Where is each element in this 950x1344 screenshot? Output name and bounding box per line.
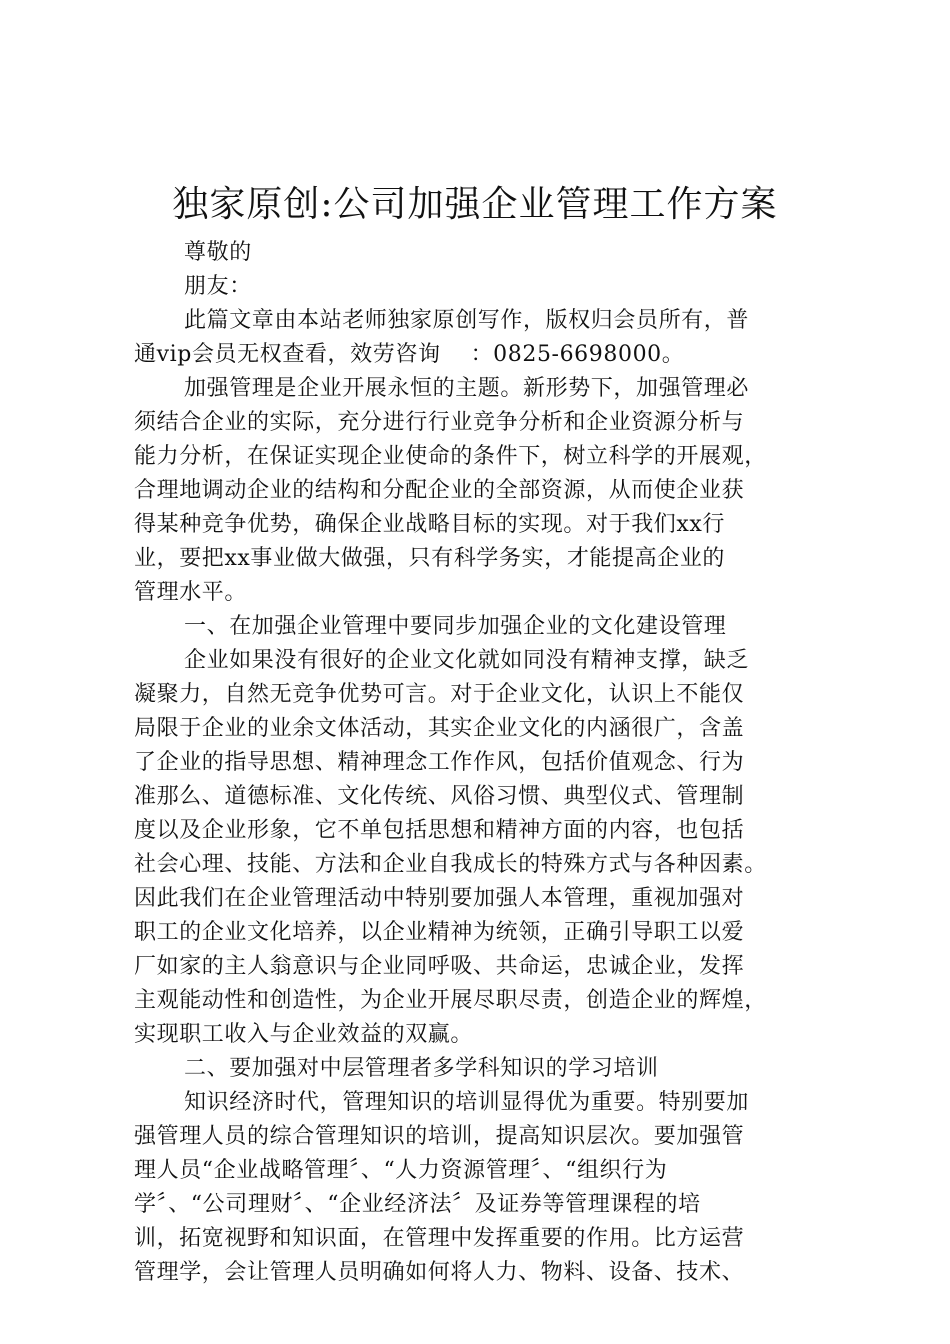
notice-text: 通vip会员无权查看，效劳咨询 xyxy=(134,342,441,367)
paragraph-line: 加强管理是企业开展永恒的主题。新形势下，加强管理必 xyxy=(184,376,750,401)
paragraph-line: 社会心理、技能、方法和企业自我成长的特殊方式与各种因素。 xyxy=(134,852,767,877)
paragraph-line: 训，拓宽视野和知识面，在管理中发挥重要的作用。比方运营 xyxy=(134,1226,745,1251)
paragraph-line: 须结合企业的实际，充分进行行业竞争分析和企业资源分析与 xyxy=(134,410,745,435)
paragraph-line: 能力分析，在保证实现企业使命的条件下，树立科学的开展观， xyxy=(134,444,767,469)
document-body xyxy=(134,236,824,1290)
paragraph-line: 学〞、“公司理财〞、“企业经济法〞及证券等管理课程的培 xyxy=(134,1192,701,1217)
paragraph-line: 凝聚力，自然无竞争优势可言。对于企业文化，认识上不能仅 xyxy=(134,682,745,707)
notice-line: 此篇文章由本站老师独家原创写作，版权归会员所有，普 xyxy=(184,308,750,333)
paragraph-line: 理人员“企业战略管理〞、“人力资源管理〞、“组织行为 xyxy=(134,1158,668,1183)
document-title: 独家原创:公司加强企业管理工作方案 xyxy=(172,184,778,225)
paragraph-line: 企业如果没有很好的企业文化就如同没有精神支撑，缺乏 xyxy=(184,648,750,673)
paragraph-line: 业，要把xx事业做大做强，只有科学务实，才能提高企业的 xyxy=(134,546,726,571)
section-heading: 二、要加强对中层管理者多学科知识的学习培训 xyxy=(184,1056,659,1081)
paragraph-line: 管理水平。 xyxy=(134,580,248,605)
contact-phone: ：0825-6698000。 xyxy=(470,342,685,367)
paragraph-line: 管理学，会让管理人员明确如何将人力、物料、设备、技术、 xyxy=(134,1260,745,1285)
paragraph-line: 了企业的指导思想、精神理念工作作风，包括价值观念、行为 xyxy=(134,750,745,775)
paragraph-line: 厂如家的主人翁意识与企业同呼吸、共命运，忠诚企业，发挥 xyxy=(134,954,745,979)
paragraph-line: 度以及企业形象，它不单包括思想和精神方面的内容，也包括 xyxy=(134,818,745,843)
paragraph-line: 强管理人员的综合管理知识的培训，提高知识层次。要加强管 xyxy=(134,1124,745,1149)
paragraph-line: 知识经济时代，管理知识的培训显得优为重要。特别要加 xyxy=(184,1090,750,1115)
paragraph-line: 因此我们在企业管理活动中特别要加强人本管理，重视加强对 xyxy=(134,886,745,911)
salutation-line-2: 朋友： xyxy=(184,274,252,299)
paragraph-line: 局限于企业的业余文体活动，其实企业文化的内涵很广，含盖 xyxy=(134,716,745,741)
paragraph-line: 实现职工收入与企业效益的双赢。 xyxy=(134,1022,474,1047)
notice-line xyxy=(134,338,824,372)
paragraph-line: 主观能动性和创造性，为企业开展尽职尽责，创造企业的辉煌， xyxy=(134,988,767,1013)
paragraph-line: 准那么、道德标准、文化传统、风俗习惯、典型仪式、管理制 xyxy=(134,784,745,809)
paragraph-line: 合理地调动企业的结构和分配企业的全部资源，从而使企业获 xyxy=(134,478,745,503)
section-heading: 一、在加强企业管理中要同步加强企业的文化建设管理 xyxy=(184,614,727,639)
paragraph-line: 职工的企业文化培养，以企业精神为统领，正确引导职工以爱 xyxy=(134,920,745,945)
salutation-line-1: 尊敬的 xyxy=(184,240,252,265)
paragraph-line: 得某种竞争优势，确保企业战略目标的实现。对于我们xx行 xyxy=(134,512,726,537)
